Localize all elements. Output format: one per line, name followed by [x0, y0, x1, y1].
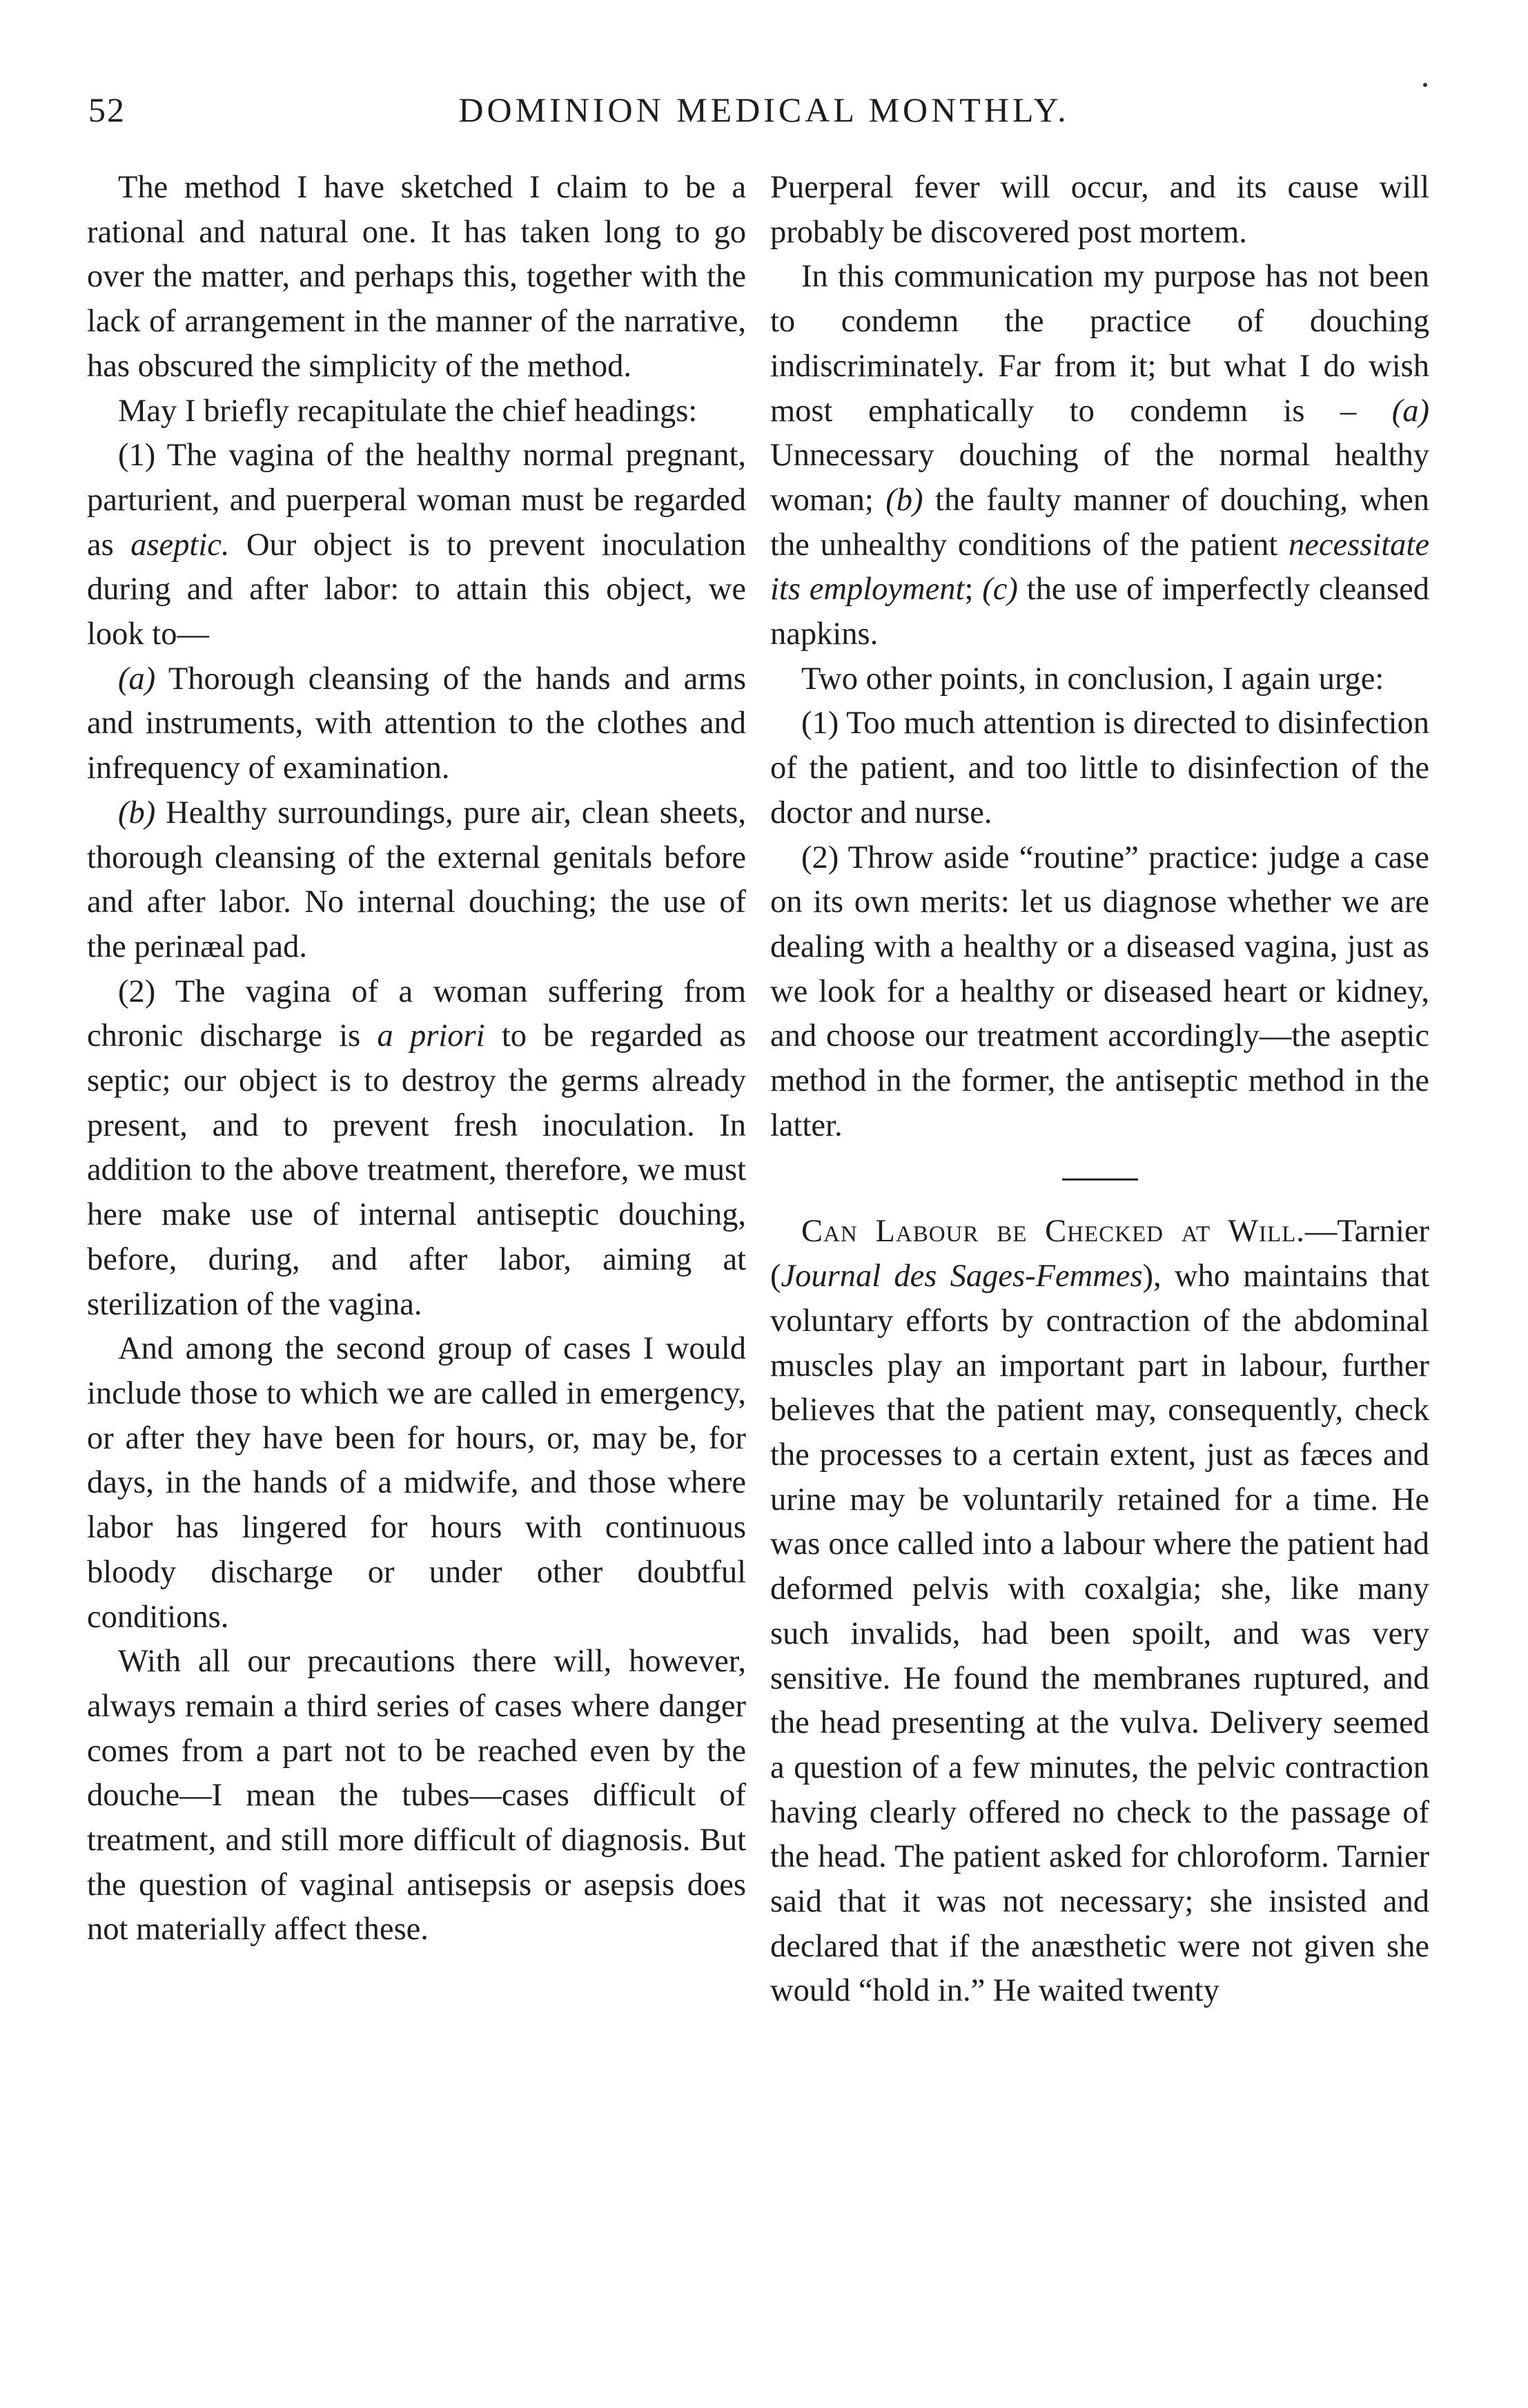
list-marker: (a)	[118, 661, 156, 697]
paragraph: (a) Thorough cleansing of the hands and arms and instruments, with attention to the clothes and infrequency of examination.	[87, 661, 746, 786]
page-number: 52	[88, 90, 126, 129]
paragraph: (2) Throw aside “routine” practice: judge a case on its own merits: let us diagnose whether we are dealing with a healthy or a diseased vagina, just as we look for a healthy or diseased heart or kidney, and choose our treatment accordingly—the aseptic method in the former, the antiseptic method in the latter.	[770, 839, 1429, 1143]
paragraph: May I briefly recapitulate the chief headings:	[118, 393, 698, 429]
paragraph: In this communication my purpose has not been to condemn the practice of douching indiscriminately. Far from it; but what I do wish most emphatically to condemn is – (a) Unnecessary douching of the normal healthy woman; (b) the faulty manner of douching, when the unhealthy conditions of the patient necessitate its employment; (c) the use of imperfectly cleansed napkins.	[770, 259, 1430, 652]
paragraph: Can Labour be Checked at Will.—Tarnier (Journal des Sages-Femmes), who maintains that voluntary efforts by contraction of the abdominal muscles play an important part in labour, further believes that the patient may, consequently, check the processes to a certain extent, just as fæces and urine may be voluntarily retained for a time. He was once called into a labour where the patient had deformed pelvis with coxalgia; she, like many such invalids, had been spoilt, and was very sensitive. He found the membranes ruptured, and the head presenting at the vulva. Delivery seemed a question of a few minutes, the pelvic contraction having clearly offered no check to the passage of the head. The patient asked for chloroform. Tarnier said that it was not necessary; she insisted and declared that if the anæsthetic were not given she would “hold in.” He waited twenty	[770, 1214, 1429, 2009]
paragraph: And among the second group of cases I would include those to which we are called in emergency, or after they have been for hours, or, may be, for days, in the hands of a midwife, and those where labor has lingered for hours with continuous bloody discharge or under other doubtful conditions.	[87, 1331, 746, 1635]
left-column	[87, 166, 746, 1952]
print-speck	[1423, 83, 1427, 87]
paragraph: With all our precautions there will, however, always remain a third series of cases where danger comes from a part not to be reached even by the douche—I mean the tubes—cases difficult of treatment, and still more difficult of diagnosis. But the question of vaginal antisepsis or asepsis does not materially affect these.	[87, 1644, 746, 1948]
list-marker: (c)	[982, 572, 1018, 608]
paragraph: (2) The vagina of a woman suffering from chronic discharge is a priori to be regarded as septic; our object is to destroy the germs already present, and to prevent fresh inoculation. In addition to the above treatment, therefore, we must here make use of internal antiseptic douching, before, during, and after labor, aiming at sterilization of the vagina.	[87, 973, 746, 1322]
running-title: DOMINION MEDICAL MONTHLY.	[458, 90, 1070, 129]
emphasis: a priori	[377, 1018, 485, 1054]
list-marker: (a)	[1391, 393, 1429, 429]
right-column	[770, 166, 1429, 2014]
article-heading: Can Labour be Checked at Will.	[801, 1214, 1305, 1250]
list-marker: (b)	[118, 795, 156, 831]
section-divider	[1062, 1178, 1138, 1181]
emphasis: necessitate its employment	[770, 527, 1429, 608]
paragraph: Puerperal fever will occur, and its cause will probably be discovered post mortem.	[770, 170, 1429, 250]
paragraph: (1) The vagina of the healthy normal pregnant, parturient, and puerperal woman must be regarded as aseptic. Our object is to prevent inoculation during and after labor: to attain this object, we look to—	[87, 438, 746, 652]
paragraph: The method I have sketched I claim to be a rational and natural one. It has taken long to go over the matter, and perhaps this, together with the lack of arrangement in the manner of the narrative, has obscured the simplicity of the method.	[87, 170, 746, 384]
emphasis: Journal des Sages-Femmes	[781, 1259, 1143, 1294]
paragraph: (1) Too much attention is directed to disinfection of the patient, and too little to disinfection of the doctor and nurse.	[770, 706, 1429, 831]
paragraph: Two other points, in conclusion, I again urge:	[801, 661, 1384, 697]
list-marker: (b)	[885, 482, 923, 518]
page-header	[0, 90, 1528, 145]
emphasis: aseptic.	[130, 527, 230, 563]
paragraph: (b) Healthy surroundings, pure air, clean sheets, thorough cleansing of the external genitals before and after labor. No internal douching; the use of the perinæal pad.	[87, 795, 746, 964]
